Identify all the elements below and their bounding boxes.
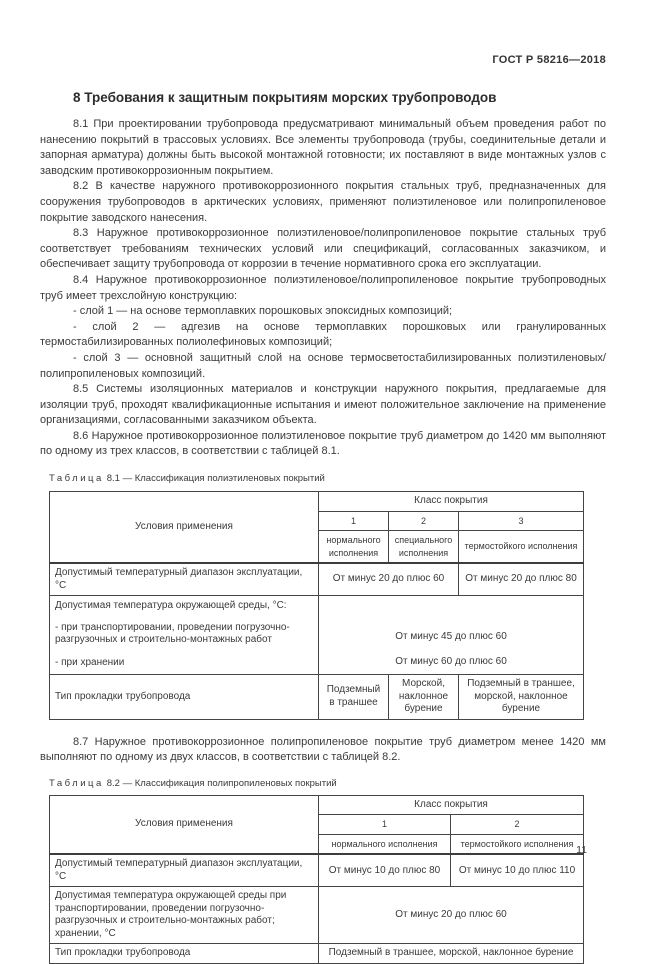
table-8-2-laying-value: Подземный в траншее, морской, наклонное бурение <box>319 944 584 964</box>
table-8-2-class-name: нормального исполнения <box>319 834 451 854</box>
paragraph-8-1: 8.1 При проектировании трубопровода предусматривают минимальный объем проведения работ по нанесению покрытий в трассовых условиях. Все элементы трубопровода (трубы, соединительные детали и запорная арматура) должны быть высокой монтажной готовности; их поставляют в виде монтажных узлов с заводским противокоррозионным покрытием. <box>40 118 606 177</box>
table-8-1-temp-range-class-3: От минус 20 до плюс 80 <box>459 563 584 596</box>
table-8-1-conditions-header: Условия применения <box>50 492 319 564</box>
table-8-1-ambient-transport-value: От минус 45 до плюс 60 <box>395 630 507 642</box>
table-8-1-class-name: нормального исполнения <box>319 531 389 564</box>
table-row <box>50 887 584 944</box>
table-8-2-ambient-value: От минус 20 до плюс 60 <box>319 887 584 944</box>
table-row <box>50 675 584 720</box>
page-number: 11 <box>576 844 587 856</box>
table-8-2-temp-range-class-2: От минус 10 до плюс 110 <box>451 854 584 887</box>
table-row <box>50 563 584 596</box>
table-8-1-laying-label: Тип прокладки трубопровода <box>50 675 319 720</box>
list-item-layer-1: - слой 1 — на основе термоплавких порошковых эпоксидных композиций; <box>73 305 453 318</box>
table-8-2-class-number: 1 <box>319 815 451 835</box>
section-heading: 8 Требования к защитным покрытиям морских трубопроводов <box>73 90 497 105</box>
table-8-1-ambient-storage-value: От минус 60 до плюс 60 <box>395 656 507 668</box>
table-8-2-class-name: термостойкого исполнения <box>451 834 584 854</box>
table-8-2-class-header: Класс покрытия <box>319 795 584 815</box>
table-8-2-caption <box>49 778 606 789</box>
table-8-1-caption <box>49 473 606 484</box>
table-8-1-laying-class-2: Морской, наклонное бурение <box>389 675 459 720</box>
paragraph-8-4: 8.4 Наружное противокоррозионное полиэтиленовое/полипропиленовое покрытие трубопроводных труб имеет трехслойную конструкцию: <box>40 273 606 302</box>
table-8-1-laying-class-3: Подземный в траншее, морской, наклонное бурение <box>459 675 584 720</box>
table-8-1-temp-range-label: Допустимый температурный диапазон эксплуатации, °С <box>50 563 319 596</box>
table-8-1-class-number: 1 <box>319 511 389 531</box>
table-8-2 <box>49 795 584 964</box>
list-item-layer-2: - слой 2 — адгезив на основе термоплавких порошковых или гранулированных термостабилизированных полиолефиновых композиций; <box>40 320 606 349</box>
table-8-1-class-name: специального исполнения <box>389 531 459 564</box>
table-8-2-conditions-header: Условия применения <box>50 795 319 854</box>
table-8-1-ambient-label-cell <box>50 596 319 675</box>
table-8-1-ambient-storage-item: - при хранении <box>55 656 125 668</box>
table-row <box>50 596 584 675</box>
paragraph-8-3: 8.3 Наружное противокоррозионное полиэтиленовое/полипропиленовое покрытие стальных труб соответствует требованиям технических условий или спецификаций, согласованных заказчиком, и обеспечивает защиту трубопровода от коррозии в течение нормативного срока его эксплуатации. <box>40 227 606 271</box>
table-8-2-laying-label: Тип прокладки трубопровода <box>50 944 319 964</box>
table-8-1-class-number: 3 <box>459 511 584 531</box>
paragraph-8-6: 8.6 Наружное противокоррозионное полиэтиленовое покрытие труб диаметром до 1420 мм выполняют по одному из трех классов, в соответствии с таблицей 8.1. <box>40 429 606 458</box>
table-8-1-class-name: термостойкого исполнения <box>459 531 584 564</box>
table-row <box>50 854 584 887</box>
table-8-1 <box>49 491 584 720</box>
table-caption-word: Таблица <box>49 473 104 485</box>
table-row <box>50 492 584 512</box>
page-content <box>40 54 606 964</box>
paragraph-8-2: 8.2 В качестве наружного противокоррозионного покрытия стальных труб, предназначенных для сооружения трубопроводов в арктических условиях, применяют полиэтиленовое или полипропиленовое покрытие заводского нанесения. <box>40 180 606 224</box>
table-8-2-class-number: 2 <box>451 815 584 835</box>
table-8-2-temp-range-class-1: От минус 10 до плюс 80 <box>319 854 451 887</box>
table-8-1-ambient-transport-item: - при транспортировании, проведении погрузочно-разгрузочных и строительно-монтажных работ <box>55 621 290 646</box>
table-row <box>50 795 584 815</box>
paragraph-8-7: 8.7 Наружное противокоррозионное полипропиленовое покрытие труб диаметром менее 1420 мм выполняют по одному из двух классов, в соответствии с таблицей 8.2. <box>40 735 606 764</box>
table-8-1-laying-class-1: Подземный в траншее <box>319 675 389 720</box>
table-8-1-ambient-label: Допустимая температура окружающей среды, °С: <box>55 600 287 612</box>
table-8-1-ambient-values-cell <box>319 596 584 675</box>
table-8-1-class-number: 2 <box>389 511 459 531</box>
list-item-layer-3: - слой 3 — основной защитный слой на основе термосветостабилизированных полиэтиленовых/полипропиленовых композиций. <box>40 351 606 380</box>
table-8-1-temp-range-class-1-2: От минус 20 до плюс 60 <box>319 563 459 596</box>
paragraph-8-5: 8.5 Системы изоляционных материалов и конструкции наружного покрытия, предлагаемые для изоляции труб, проходят квалификационные испытания и имеют положительное заключение на применение организациями, согласованными заказчиком объекта. <box>40 383 606 427</box>
table-caption-word: Таблица <box>49 777 104 789</box>
standard-number-header: ГОСТ Р 58216—2018 <box>492 54 606 66</box>
table-8-2-temp-range-label: Допустимый температурный диапазон эксплуатации, °С <box>50 854 319 887</box>
table-8-2-ambient-label: Допустимая температура окружающей среды при транспортировании, проведении погрузочно-разгрузочных и строительно-монтажных работ; хранении, °С <box>50 887 319 944</box>
table-caption-text: 8.2 — Классификация полипропиленовых покрытий <box>106 777 337 789</box>
table-caption-text: 8.1 — Классификация полиэтиленовых покрытий <box>106 473 325 485</box>
table-8-1-class-header: Класс покрытия <box>319 492 584 512</box>
table-row <box>50 944 584 964</box>
